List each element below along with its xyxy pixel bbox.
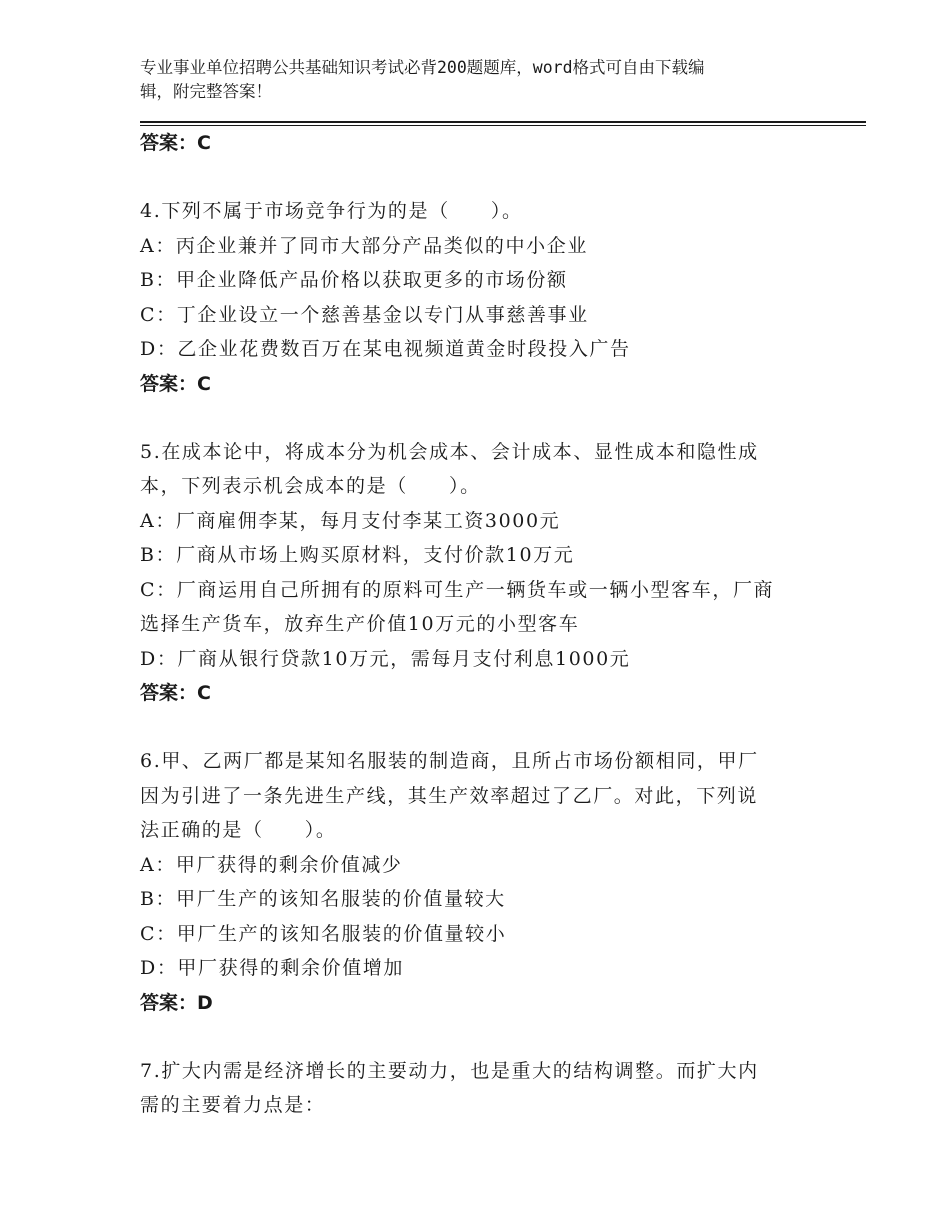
question-stem-line-1: 5.在成本论中，将成本分为机会成本、会计成本、显性成本和隐性成 xyxy=(140,440,759,463)
option-d: D：厂商从银行贷款10万元，需每月支付利息1000元 xyxy=(140,647,631,670)
question-stem-line-1: 7.扩大内需是经济增长的主要动力，也是重大的结构调整。而扩大内 xyxy=(140,1059,759,1082)
option-d: D：乙企业花费数百万在某电视频道黄金时段投入广告 xyxy=(140,338,631,360)
question-stem-line-3: 法正确的是（ ）。 xyxy=(140,819,337,841)
option-c-line-1: C：厂商运用自己所拥有的原料可生产一辆货车或一辆小型客车，厂商 xyxy=(140,578,775,601)
option-b: B：甲厂生产的该知名服装的价值量较大 xyxy=(140,888,506,910)
option-c-line-2: 选择生产货车，放弃生产价值10万元的小型客车 xyxy=(140,613,580,635)
question-7 xyxy=(140,1054,820,1123)
option-c: C：甲厂生产的该知名服装的价值量较小 xyxy=(140,922,507,945)
question-stem-line-2: 因为引进了一条先进生产线，其生产效率超过了乙厂。对此，下列说 xyxy=(140,784,759,807)
option-c: C：丁企业设立一个慈善基金以专门从事慈善事业 xyxy=(140,303,589,326)
option-a: A：甲厂获得的剩余价值减少 xyxy=(140,853,403,876)
spacer xyxy=(140,1020,820,1054)
spacer xyxy=(140,401,820,435)
question-content xyxy=(140,126,820,1123)
question-6 xyxy=(140,744,820,1020)
answer-q6: 答案：D xyxy=(140,991,213,1014)
question-stem-line-1: 6.甲、乙两厂都是某知名服装的制造商，且所占市场份额相同，甲厂 xyxy=(140,750,759,772)
spacer xyxy=(140,160,820,194)
question-stem-line-2: 需的主要着力点是： xyxy=(140,1094,326,1116)
option-b: B：厂商从市场上购买原材料，支付价款10万元 xyxy=(140,544,575,566)
question-stem-line-2: 本，下列表示机会成本的是（ ）。 xyxy=(140,475,481,497)
option-a: A：丙企业兼并了同市大部分产品类似的中小企业 xyxy=(140,234,588,257)
answer-prev: 答案：C xyxy=(140,132,211,154)
answer-q5: 答案：C xyxy=(140,682,211,704)
option-b: B：甲企业降低产品价格以获取更多的市场份额 xyxy=(140,269,568,291)
header-rule-thick xyxy=(140,121,866,123)
question-stem: 4.下列不属于市场竞争行为的是（ ）。 xyxy=(140,200,523,222)
question-4 xyxy=(140,194,820,401)
page-header xyxy=(140,56,800,104)
spacer xyxy=(140,710,820,744)
header-line-2: 辑，附完整答案！ xyxy=(140,82,272,101)
question-5 xyxy=(140,435,820,711)
option-a: A：厂商雇佣李某，每月支付李某工资3000元 xyxy=(140,509,561,532)
option-d: D：甲厂获得的剩余价值增加 xyxy=(140,957,405,979)
answer-q4: 答案：C xyxy=(140,372,211,395)
header-line-1: 专业事业单位招聘公共基础知识考试必背200题题库，word格式可自由下载编 xyxy=(140,58,705,77)
